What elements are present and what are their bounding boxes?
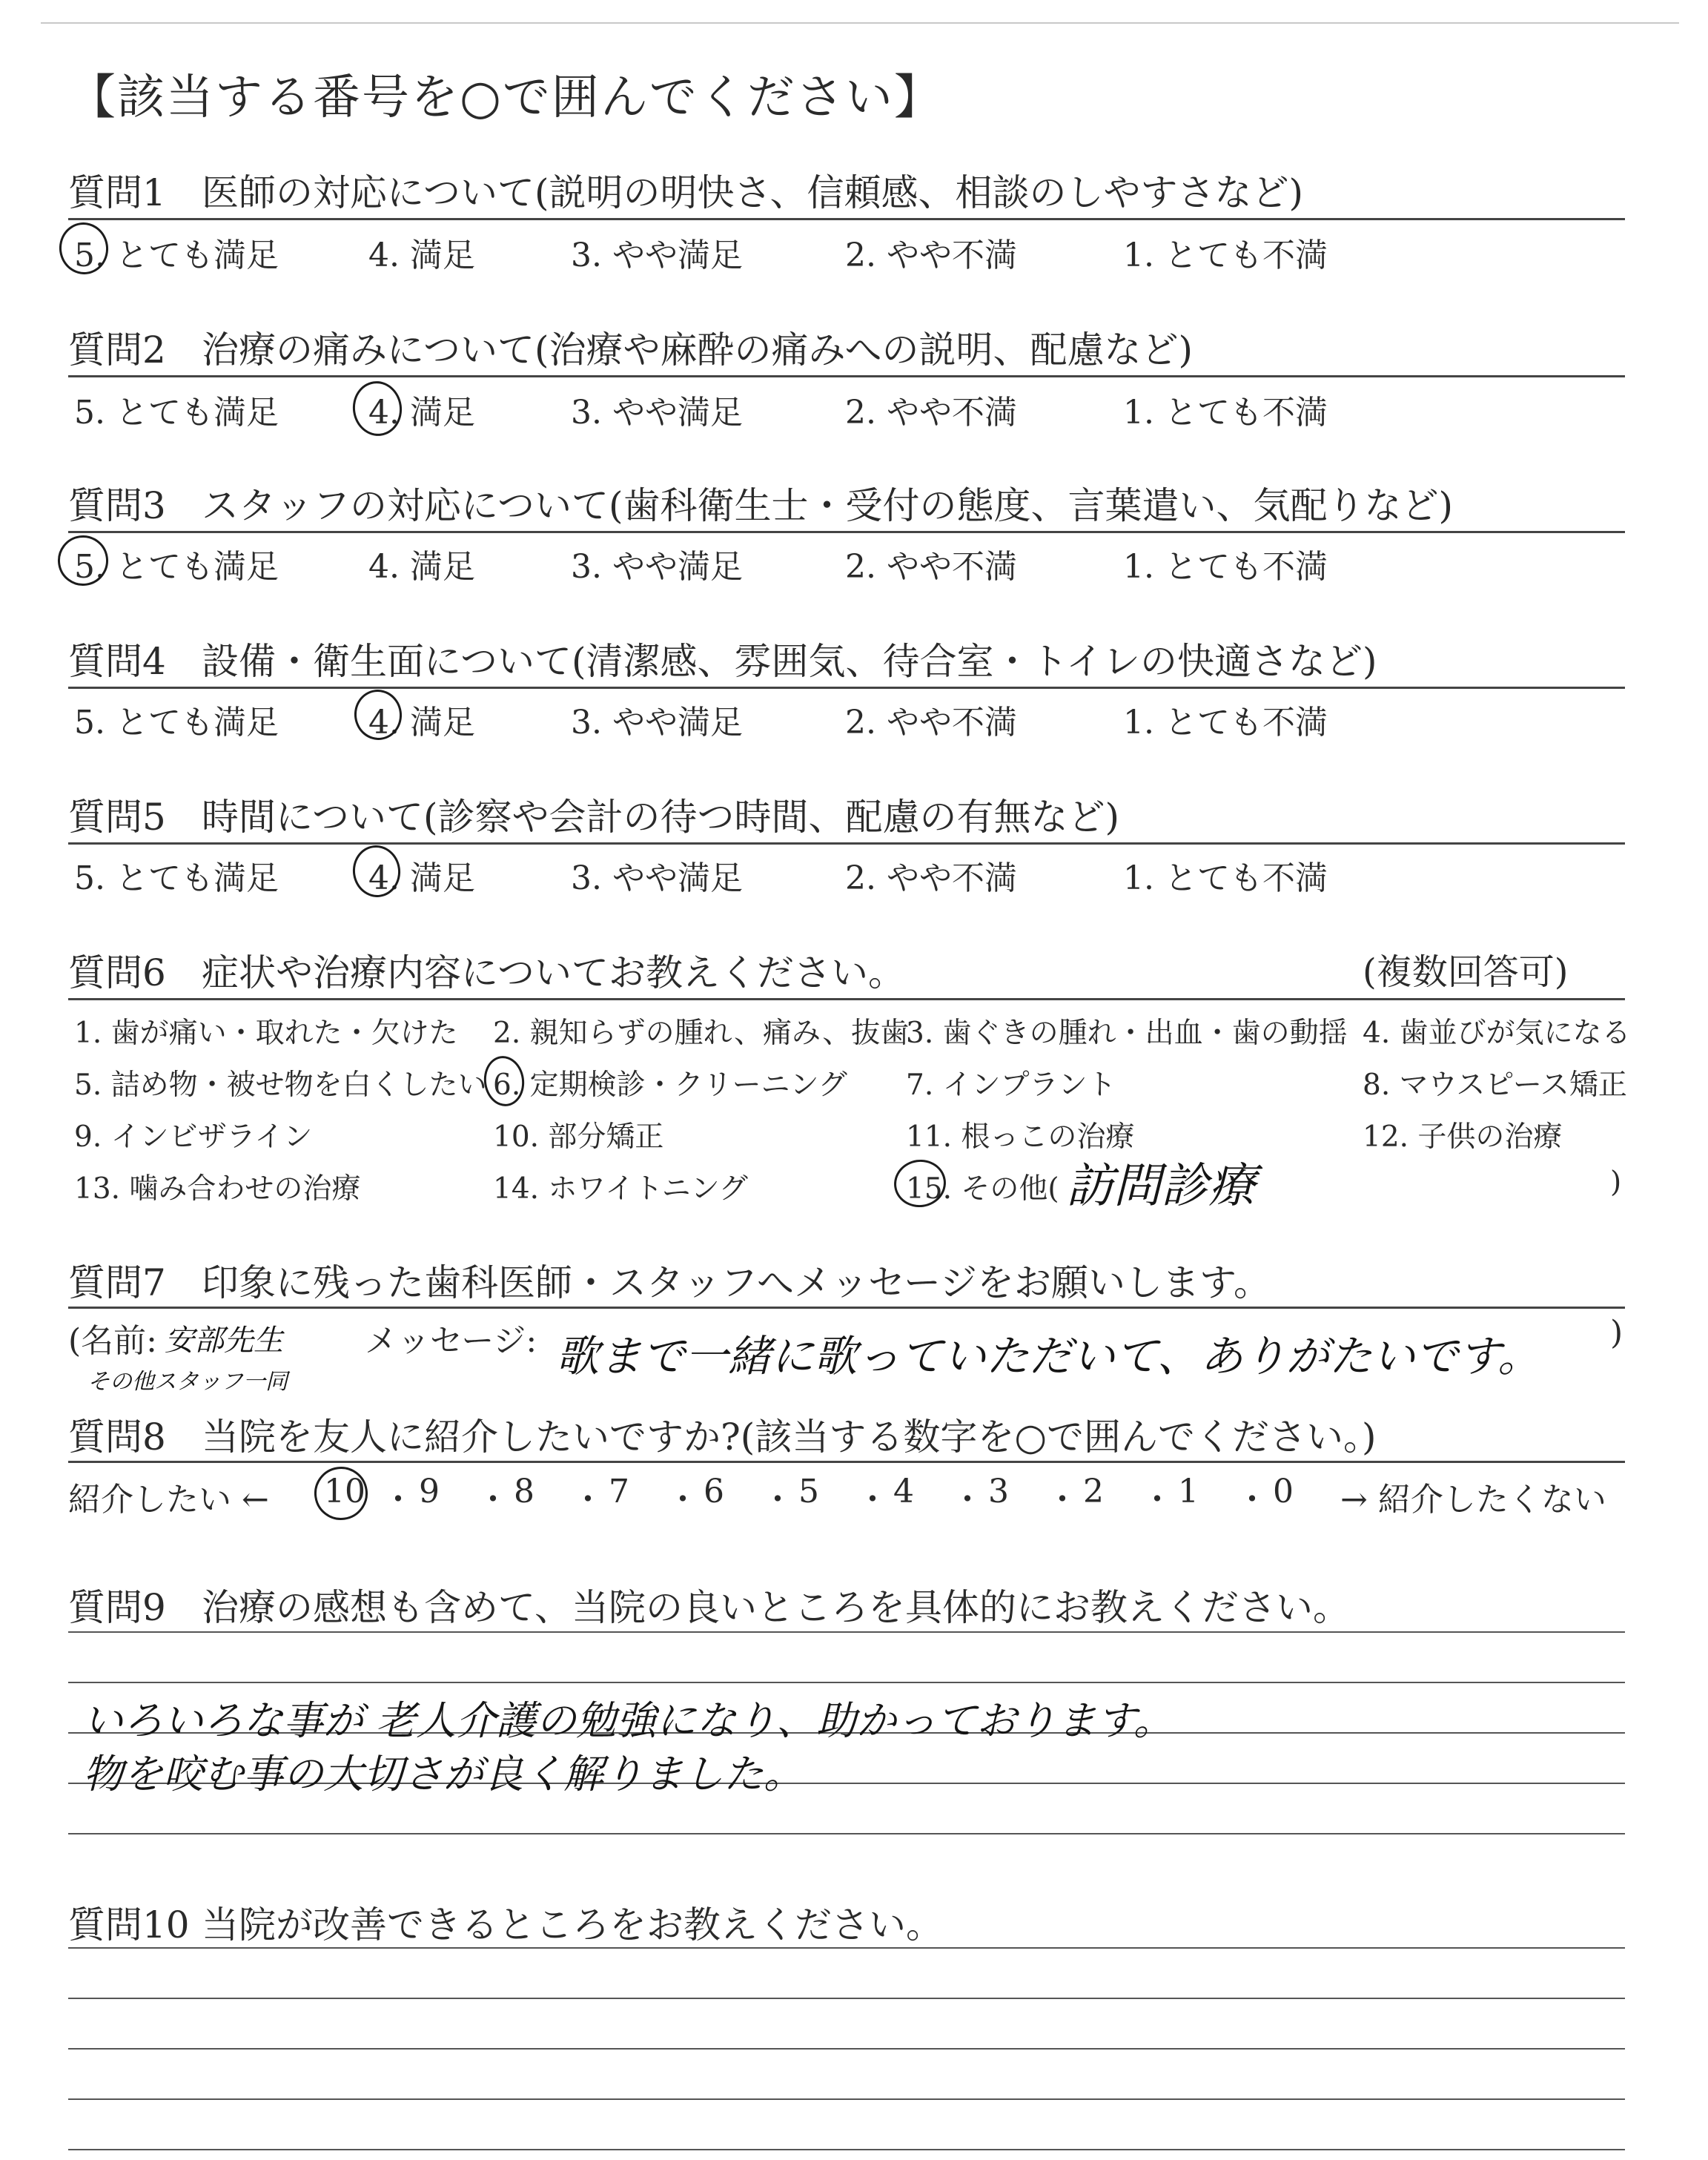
q7-name-answer-2: その他スタッフ一同 (87, 1369, 288, 1395)
q5-option-3[interactable]: 3. やや満足 (571, 859, 743, 897)
question-8-title (68, 1407, 1376, 1461)
q7-name-answer: 安部先生 (165, 1324, 283, 1358)
question-3-rule (68, 531, 1625, 533)
question-6-title (68, 943, 905, 997)
q8-scale-value-0[interactable]: 0 (1273, 1473, 1294, 1510)
q8-scale-value-3[interactable]: 3 (988, 1473, 1009, 1510)
q8-scale-separator: ・ (572, 1481, 604, 1519)
question-8-label: 質問8 (68, 1416, 166, 1459)
q6-option-2[interactable]: 2. 親知らずの腫れ、痛み、抜歯 (493, 1017, 910, 1050)
q2-option-4[interactable]: 4. 満足 (368, 394, 475, 432)
question-3-label: 質問3 (68, 484, 166, 527)
q8-scale-value-6[interactable]: 6 (704, 1473, 724, 1510)
q6-option-11[interactable]: 11. 根っこの治療 (906, 1120, 1135, 1154)
q4-option-2[interactable]: 2. やや不満 (845, 704, 1017, 742)
q7-name-label: (名前: (68, 1322, 157, 1360)
question-1-text: 医師の対応について(説明の明快さ、信頼感、相談のしやすさなど) (202, 171, 1304, 214)
q6-option-10[interactable]: 10. 部分矯正 (493, 1120, 664, 1154)
question-7-text: 印象に残った歯科医師・スタッフへメッセージをお願いします。 (202, 1261, 1271, 1304)
question-8-text: 当院を友人に紹介したいですか?(該当する数字を○で囲んでください。) (202, 1416, 1377, 1459)
question-8-rule (68, 1461, 1625, 1463)
question-6-label: 質問6 (68, 951, 166, 994)
q8-scale-separator: ・ (1046, 1481, 1079, 1519)
question-1-label: 質問1 (68, 171, 166, 214)
q6-option-8[interactable]: 8. マウスピース矯正 (1363, 1069, 1627, 1102)
q6-option-6[interactable]: 6. 定期検診・クリーニング (493, 1069, 847, 1102)
q8-scale-value-7[interactable]: 7 (609, 1473, 629, 1510)
question-4-title (68, 632, 1377, 685)
q4-option-1[interactable]: 1. とても不満 (1123, 704, 1328, 742)
question-4-label: 質問4 (68, 640, 166, 683)
q3-option-3[interactable]: 3. やや満足 (571, 548, 743, 586)
q3-option-5[interactable]: 5. とても満足 (74, 548, 279, 586)
q6-option-13[interactable]: 13. 噛み合わせの治療 (74, 1172, 361, 1206)
q5-option-4[interactable]: 4. 満足 (368, 859, 475, 897)
question-9-title (68, 1578, 1350, 1631)
q7-message-label: メッセージ: (365, 1322, 537, 1360)
q8-scale-separator: ・ (1236, 1481, 1268, 1519)
q6-option-9[interactable]: 9. インビザライン (74, 1120, 313, 1154)
question-3-title (68, 476, 1453, 529)
question-10-title (68, 1895, 943, 1949)
question-5-text: 時間について(診察や会計の待つ時間、配慮の有無など) (202, 796, 1120, 839)
q3-option-4[interactable]: 4. 満足 (368, 548, 475, 586)
q2-option-1[interactable]: 1. とても不満 (1123, 394, 1328, 432)
q4-option-4[interactable]: 4. 満足 (368, 704, 475, 742)
q4-option-3[interactable]: 3. やや満足 (571, 704, 743, 742)
q8-scale-separator: ・ (761, 1481, 794, 1519)
q9-answer-text-2: 物を咬む事の大切さが良く解りました。 (83, 1751, 804, 1797)
question-6-note: (複数回答可) (1363, 951, 1569, 993)
question-4-rule (68, 687, 1625, 689)
top-border (41, 22, 1679, 24)
question-2-rule (68, 375, 1625, 377)
q8-scale-separator: ・ (382, 1481, 414, 1519)
q9-answer-text-1: いろいろな事が 老人介護の勉強になり、助かっております。 (83, 1697, 1174, 1744)
q5-option-2[interactable]: 2. やや不満 (845, 859, 1017, 897)
q3-option-1[interactable]: 1. とても不満 (1123, 548, 1328, 586)
question-6-text: 症状や治療内容についてお教えください。 (202, 951, 905, 994)
q8-scale-value-5[interactable]: 5 (798, 1473, 819, 1510)
q9-answer-line-2 (68, 1682, 1625, 1683)
q8-scale-value-2[interactable]: 2 (1083, 1473, 1104, 1510)
q8-scale-separator: ・ (477, 1481, 509, 1519)
q2-option-3[interactable]: 3. やや満足 (571, 394, 743, 432)
q6-option-15[interactable]: 15. その他( (906, 1172, 1059, 1206)
q6-option-5[interactable]: 5. 詰め物・被せ物を白くしたい (74, 1069, 487, 1102)
question-2-label: 質問2 (68, 328, 166, 371)
q5-option-5[interactable]: 5. とても満足 (74, 859, 279, 897)
question-5-label: 質問5 (68, 796, 166, 839)
question-2-title (68, 320, 1193, 374)
q8-scale-separator: ・ (1141, 1481, 1174, 1519)
question-5-title (68, 787, 1119, 841)
q10-answer-line-4 (68, 2098, 1625, 2100)
q1-option-2[interactable]: 2. やや不満 (845, 237, 1017, 274)
q8-scale-value-8[interactable]: 8 (514, 1473, 534, 1510)
question-5-rule (68, 842, 1625, 845)
question-7-rule (68, 1307, 1625, 1309)
q10-answer-line-1 (68, 1947, 1625, 1949)
q6-option-4[interactable]: 4. 歯並びが気になる (1363, 1017, 1631, 1050)
q8-scale-separator: ・ (951, 1481, 984, 1519)
q4-option-5[interactable]: 5. とても満足 (74, 704, 279, 742)
q6-other-answer: 訪問診療 (1066, 1159, 1256, 1214)
question-1-rule (68, 218, 1625, 220)
q10-answer-line-2 (68, 1998, 1625, 1999)
q5-option-1[interactable]: 1. とても不満 (1123, 859, 1328, 897)
q6-option-12[interactable]: 12. 子供の治療 (1363, 1120, 1563, 1154)
question-6-rule (68, 998, 1625, 1000)
q1-option-5[interactable]: 5. とても満足 (74, 237, 279, 274)
q1-option-4[interactable]: 4. 満足 (368, 237, 475, 274)
q8-scale-value-4[interactable]: 4 (893, 1473, 914, 1510)
q6-option-15-close-paren: ) (1610, 1166, 1622, 1199)
question-7-title (68, 1253, 1271, 1307)
q8-scale-value-1[interactable]: 1 (1178, 1473, 1199, 1510)
question-2-text: 治療の痛みについて(治療や麻酔の痛みへの説明、配慮など) (202, 328, 1194, 371)
q1-option-3[interactable]: 3. やや満足 (571, 237, 743, 274)
question-10-label: 質問10 (68, 1903, 190, 1946)
q6-option-1[interactable]: 1. 歯が痛い・取れた・欠けた (74, 1017, 458, 1050)
q8-left-label: 紹介したい ← (68, 1481, 269, 1519)
q7-message-answer: 歌まで一緒に歌っていただいて、ありがたいです。 (556, 1331, 1541, 1381)
question-9-text: 治療の感想も含めて、当院の良いところを具体的にお教えください。 (202, 1586, 1350, 1629)
q8-scale-separator: ・ (856, 1481, 889, 1519)
question-10-text: 当院が改善できるところをお教えください。 (202, 1903, 943, 1946)
q1-option-1[interactable]: 1. とても不満 (1123, 237, 1328, 274)
q10-answer-line-3 (68, 2048, 1625, 2050)
q9-answer-line-5 (68, 1833, 1625, 1834)
q2-option-5[interactable]: 5. とても満足 (74, 394, 279, 432)
q6-option-7[interactable]: 7. インプラント (906, 1069, 1116, 1102)
q8-right-label: → 紹介したくない (1340, 1481, 1606, 1519)
q6-option-14[interactable]: 14. ホワイトニング (493, 1172, 748, 1206)
question-1-title (68, 163, 1303, 217)
q8-scale-value-10[interactable]: 10 (324, 1473, 365, 1510)
q8-scale-separator: ・ (666, 1481, 699, 1519)
question-7-label: 質問7 (68, 1261, 166, 1304)
question-9-label: 質問9 (68, 1586, 166, 1629)
q3-option-2[interactable]: 2. やや不満 (845, 548, 1017, 586)
q10-answer-line-5 (68, 2149, 1625, 2150)
q6-option-3[interactable]: 3. 歯ぐきの腫れ・出血・歯の動揺 (906, 1017, 1348, 1050)
question-3-text: スタッフの対応について(歯科衛生士・受付の態度、言葉遣い、気配りなど) (202, 484, 1454, 527)
instruction-heading: 【該当する番号を○で囲んでください】 (68, 70, 943, 125)
q7-close-paren: ) (1610, 1314, 1623, 1352)
q2-option-2[interactable]: 2. やや不満 (845, 394, 1017, 432)
q9-answer-line-1 (68, 1631, 1625, 1633)
q8-scale-value-9[interactable]: 9 (419, 1473, 440, 1510)
question-4-text: 設備・衛生面について(清潔感、雰囲気、待合室・トイレの快適さなど) (202, 640, 1377, 683)
